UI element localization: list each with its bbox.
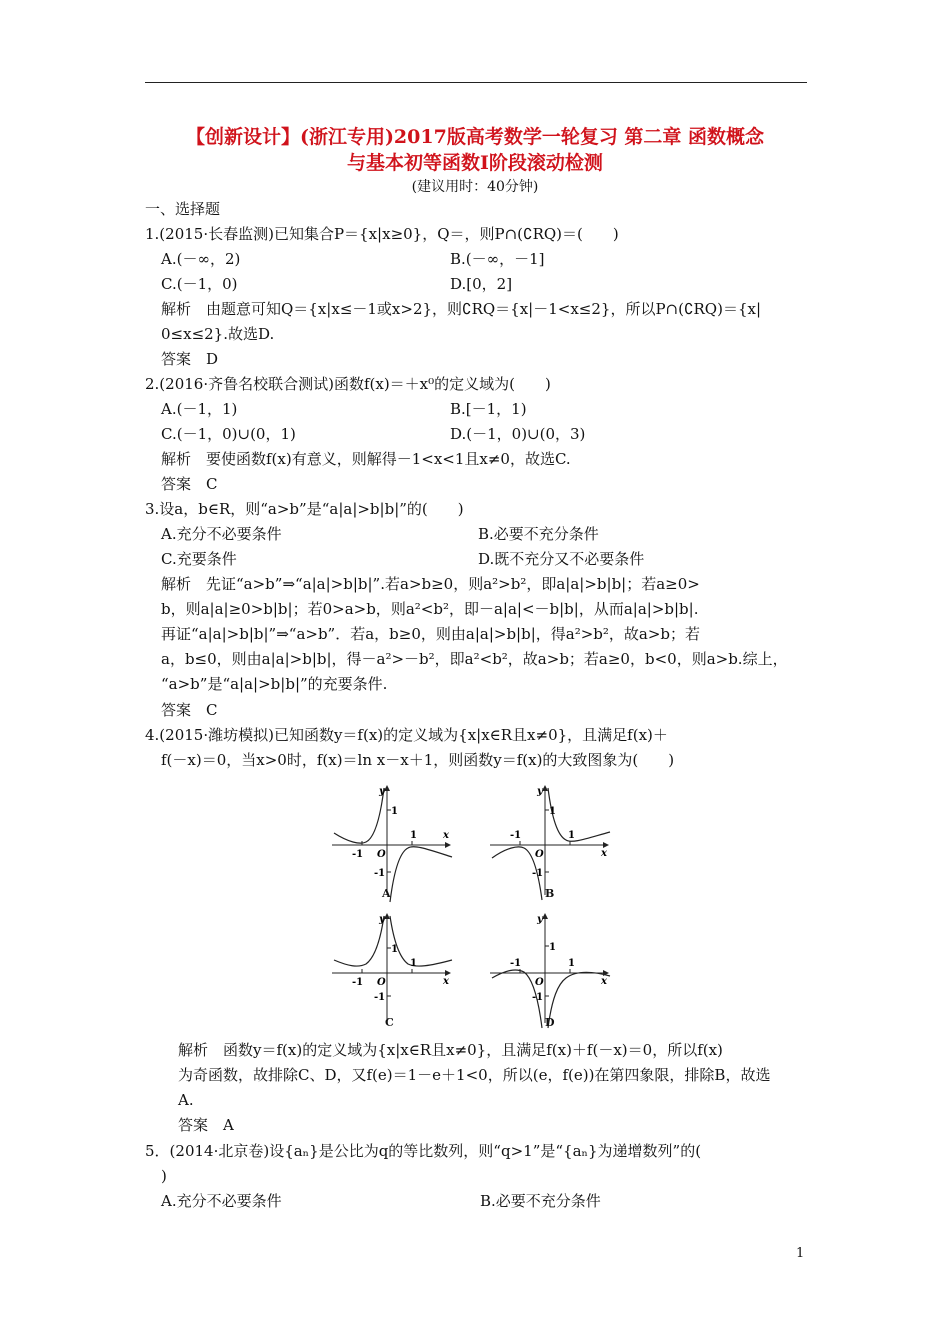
curve-right xyxy=(390,847,452,902)
q2-option-a: A.(－1，1) xyxy=(161,400,238,418)
q4-analysis: 解析 函数y＝f(x)的定义域为{x|x∈R且x≠0}，且满足f(x)＋f(－x)＝0，所以f(x) xyxy=(178,1041,723,1059)
q1-option-d: D.[0，2] xyxy=(450,275,513,293)
q4-answer: 答案 A xyxy=(178,1116,234,1134)
q1-option-b: B.(－∞，－1] xyxy=(450,250,545,268)
x-label: x xyxy=(601,976,607,987)
q3-analysis-line3: 再证“a|a|>b|b|”⇒“a>b”．若a，b≥0，则由a|a|>b|b|，得a²>b²，故a>b；若 xyxy=(161,625,701,643)
graph-b-label: B xyxy=(545,887,555,900)
y-label: y xyxy=(379,914,385,925)
q2-analysis: 解析 要使函数f(x)有意义，则解得－1<x<1且x≠0，故选C. xyxy=(161,450,571,468)
x-label: x xyxy=(601,848,607,859)
q5-stem-cont: ) xyxy=(161,1167,167,1185)
tick-x-pos: 1 xyxy=(410,958,417,969)
q4-analysis-line2: 为奇函数，故排除C、D，又f(e)＝1－e＋1<0，所以(e，f(e))在第四象限，排除B，故选 xyxy=(178,1066,771,1084)
q1-option-a: A.(－∞，2) xyxy=(161,250,241,268)
y-label: y xyxy=(379,786,385,797)
q3-option-d: D.既不充分又不必要条件 xyxy=(478,550,645,568)
tick-x-neg: -1 xyxy=(510,958,522,969)
tick-y-pos: 1 xyxy=(391,944,398,955)
y-label: y xyxy=(537,786,543,797)
tick-y-pos: 1 xyxy=(549,942,556,953)
q3-option-b: B.必要不充分条件 xyxy=(478,525,599,543)
graph-d-svg xyxy=(488,908,618,1033)
graph-d-label: D xyxy=(545,1016,555,1029)
y-label: y xyxy=(537,914,543,925)
q2-option-b: B.[－1，1) xyxy=(450,400,527,418)
q1-answer: 答案 D xyxy=(161,350,219,368)
page-number: 1 xyxy=(796,1246,805,1261)
doc-title-line1: 【创新设计】(浙江专用)2017版高考数学一轮复习 第二章 函数概念 xyxy=(185,126,765,148)
q2-answer: 答案 C xyxy=(161,475,218,493)
origin-label: O xyxy=(535,977,544,988)
tick-x-neg: -1 xyxy=(510,830,522,841)
q4-stem-cont: f(－x)＝0，当x>0时，f(x)＝ln x－x＋1，则函数y＝f(x)的大致图象为( ) xyxy=(161,751,675,769)
q3-stem: 3.设a，b∈R，则“a>b”是“a|a|>b|b|”的( ) xyxy=(145,500,464,518)
q3-analysis: 解析 先证“a>b”⇒“a|a|>b|b|”.若a>b≥0，则a²>b²，即a|a|>b|b|；若a≥0> xyxy=(161,575,700,593)
origin-label: O xyxy=(377,977,386,988)
graph-option-c xyxy=(330,908,460,1033)
tick-y-neg: -1 xyxy=(374,868,386,879)
tick-y-neg: -1 xyxy=(532,992,544,1003)
origin-label: O xyxy=(377,849,386,860)
q1-option-c: C.(－1，0) xyxy=(161,275,238,293)
graph-option-a xyxy=(330,780,460,905)
tick-y-neg: -1 xyxy=(532,868,544,879)
q2-option-d: D.(－1，0)∪(0，3) xyxy=(450,425,586,443)
q3-analysis-line5: “a>b”是“a|a|>b|b|”的充要条件. xyxy=(161,675,388,693)
tick-x-neg: -1 xyxy=(352,977,364,988)
q5-option-a: A.充分不必要条件 xyxy=(161,1192,282,1210)
graph-a-svg xyxy=(330,780,460,905)
x-label: x xyxy=(443,976,449,987)
tick-x-pos: 1 xyxy=(410,830,417,841)
origin-label: O xyxy=(535,849,544,860)
section-heading: 一、选择题 xyxy=(145,200,221,218)
q1-analysis-cont: 0≤x≤2}.故选D. xyxy=(161,325,275,343)
graph-option-d xyxy=(488,908,618,1033)
q3-option-a: A.充分不必要条件 xyxy=(161,525,282,543)
tick-x-pos: 1 xyxy=(568,958,575,969)
suggested-time: (建议用时：40分钟) xyxy=(411,179,539,195)
graph-c-label: C xyxy=(385,1016,394,1029)
q2-option-c: C.(－1，0)∪(0，1) xyxy=(161,425,296,443)
tick-x-pos: 1 xyxy=(568,830,575,841)
curve-left xyxy=(334,916,384,966)
graph-a-label: A xyxy=(382,887,391,900)
curve-left xyxy=(334,788,384,843)
q1-analysis: 解析 由题意可知Q＝{x|x≤－1或x>2}，则∁RQ＝{x|－1<x≤2}，所以P∩(∁RQ)＝{x| xyxy=(161,300,762,318)
q4-analysis-line3: A. xyxy=(178,1091,194,1109)
header-rule xyxy=(145,82,807,83)
q2-stem: 2.(2016·齐鲁名校联合测试)函数f(x)＝＋x⁰的定义域为( ) xyxy=(145,375,551,393)
q5-stem: 5．(2014·北京卷)设{aₙ}是公比为q的等比数列，则“q>1”是“{aₙ}为递增数列”的( xyxy=(145,1142,702,1160)
curve-right xyxy=(390,916,452,966)
q5-option-b: B.必要不充分条件 xyxy=(480,1192,601,1210)
doc-title-line2: 与基本初等函数Ⅰ阶段滚动检测 xyxy=(347,152,603,174)
tick-x-neg: -1 xyxy=(352,849,364,860)
x-label: x xyxy=(443,830,449,841)
tick-y-pos: 1 xyxy=(391,806,398,817)
q3-answer: 答案 C xyxy=(161,701,218,719)
q3-analysis-line4: a，b≤0，则由a|a|>b|b|，得－a²>－b²，即a²<b²，故a>b；若a≥0，b<0，则a>b.综上， xyxy=(161,650,788,668)
curve-right xyxy=(548,788,610,841)
q4-stem: 4.(2015·潍坊模拟)已知函数y＝f(x)的定义域为{x|x∈R且x≠0}，且满足f(x)＋ xyxy=(145,726,668,744)
q3-option-c: C.充要条件 xyxy=(161,550,237,568)
graph-option-b xyxy=(488,780,618,905)
q1-stem: 1.(2015·长春监测)已知集合P＝{x|x≥0}，Q＝，则P∩(∁RQ)＝( ) xyxy=(145,225,619,243)
tick-y-neg: -1 xyxy=(374,992,386,1003)
q3-analysis-line2: b，则a|a|≥0>b|b|；若0>a>b，则a²<b²，即－a|a|<－b|b|，从而a|a|>b|b|. xyxy=(161,600,699,618)
graph-c-svg xyxy=(330,908,460,1033)
tick-y-pos: 1 xyxy=(549,806,556,817)
